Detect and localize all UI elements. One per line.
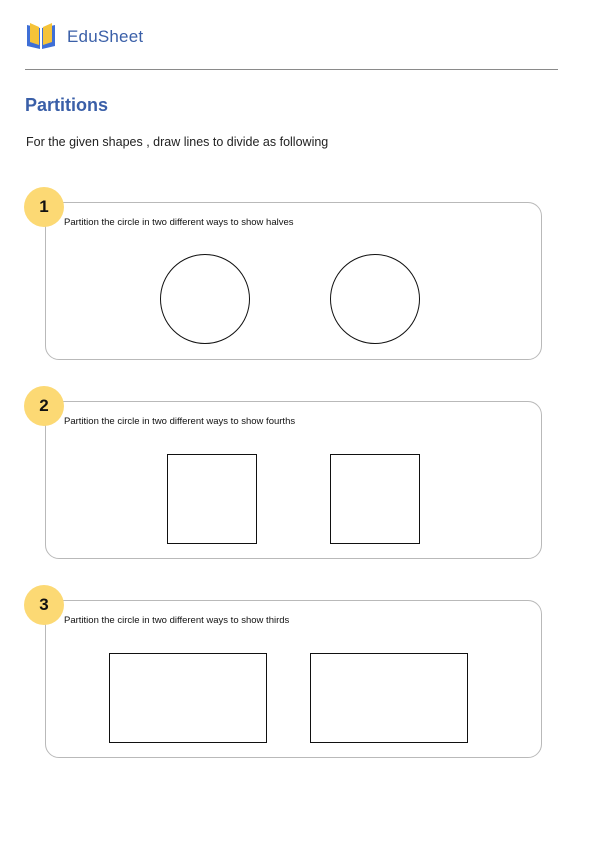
question-prompt: Partition the circle in two different ways to show halves bbox=[64, 217, 294, 228]
rectangle-shape[interactable] bbox=[109, 653, 267, 743]
brand-name: EduSheet bbox=[67, 27, 144, 46]
instructions-text: For the given shapes , draw lines to divide as following bbox=[26, 135, 329, 149]
question-number-badge: 2 bbox=[24, 386, 64, 426]
question-prompt: Partition the circle in two different ways to show thirds bbox=[64, 615, 290, 626]
square-shape[interactable] bbox=[167, 454, 257, 544]
rectangle-shape[interactable] bbox=[310, 653, 468, 743]
circle-shape[interactable] bbox=[160, 254, 250, 344]
header-divider bbox=[25, 69, 558, 70]
page-title: Partitions bbox=[25, 95, 109, 115]
question-prompt: Partition the circle in two different ways to show fourths bbox=[64, 416, 296, 427]
open-book-icon bbox=[25, 21, 57, 51]
circle-shape[interactable] bbox=[330, 254, 420, 344]
question-number-badge: 3 bbox=[24, 585, 64, 625]
question-number-badge: 1 bbox=[24, 187, 64, 227]
square-shape[interactable] bbox=[330, 454, 420, 544]
